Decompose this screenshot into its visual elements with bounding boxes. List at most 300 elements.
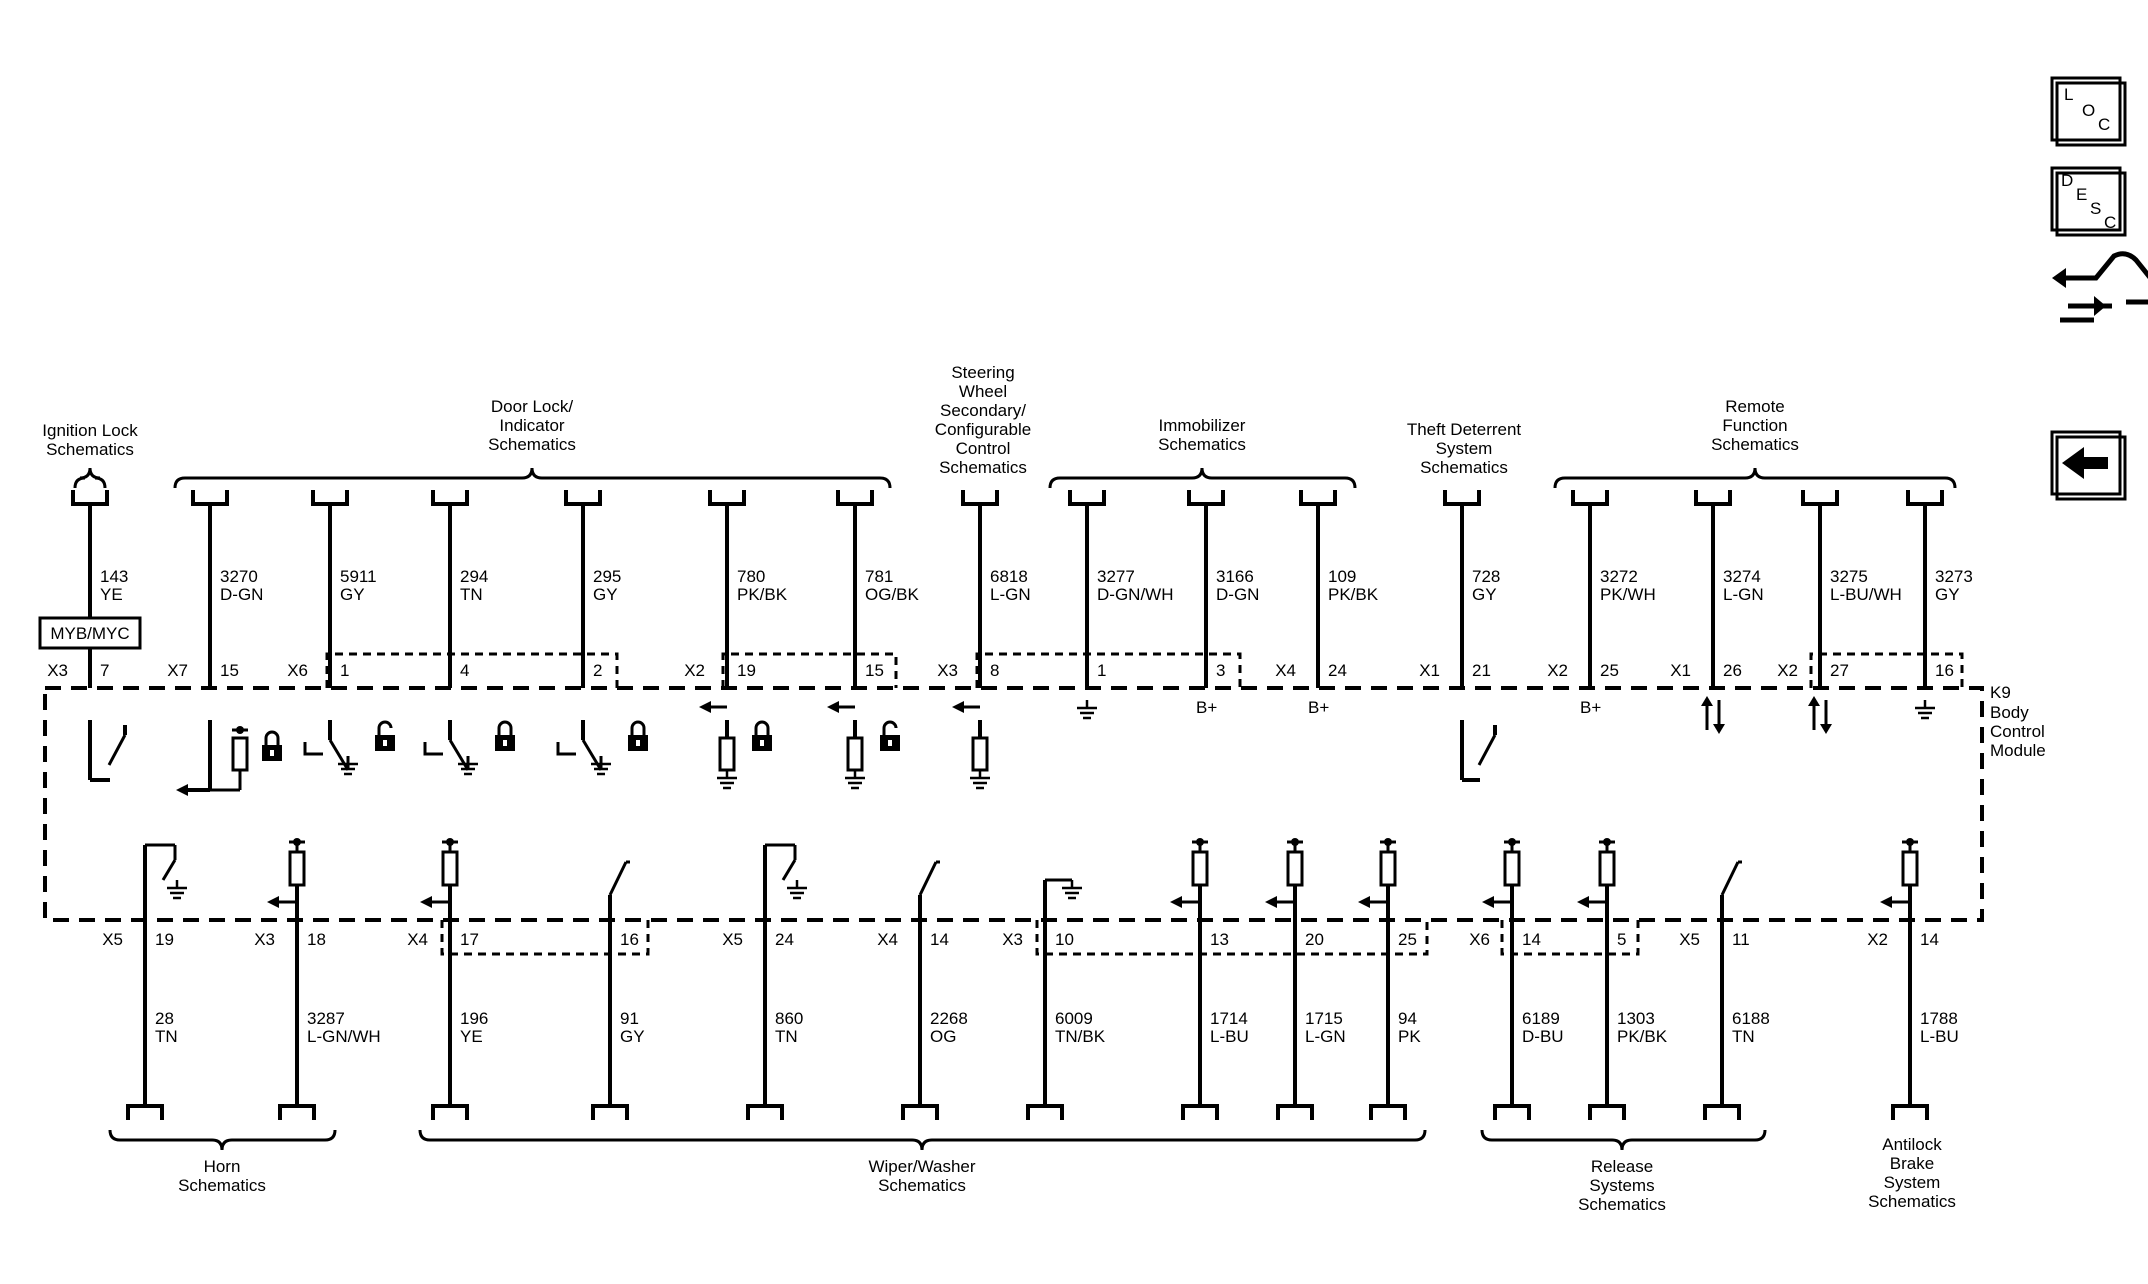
loc-icon[interactable] — [2052, 78, 2125, 145]
pin-number: 13 — [1210, 930, 1229, 949]
pin-number: 25 — [1398, 930, 1417, 949]
resistor-icon — [973, 738, 987, 770]
circuit-number: 3287 — [307, 1009, 345, 1028]
connector-id: X1 — [1670, 661, 1691, 680]
group-brace — [110, 1130, 335, 1150]
connector-tab — [903, 1106, 937, 1120]
group-brace — [1050, 468, 1355, 488]
lock-shackle — [379, 722, 391, 735]
wire-color: PK/WH — [1600, 585, 1656, 604]
navigation-icons[interactable] — [2052, 78, 2148, 499]
bottom-wire — [1590, 920, 1668, 1120]
connector-tab — [1803, 490, 1837, 504]
group-label-line: Schematics — [1420, 458, 1508, 477]
unlock-icon — [880, 722, 900, 751]
bottom-wire — [1371, 920, 1421, 1120]
pin-number: 19 — [737, 661, 756, 680]
group-brace — [1555, 468, 1955, 488]
pin-number: 8 — [990, 661, 1000, 680]
pin-number: 25 — [1600, 661, 1619, 680]
switch-icon — [109, 725, 125, 765]
connector-id: X4 — [877, 930, 898, 949]
pin-number: 18 — [307, 930, 326, 949]
wire-color: L-GN — [1305, 1027, 1346, 1046]
connector-id: X4 — [407, 930, 428, 949]
bottom-wire — [254, 920, 380, 1120]
lock-shackle — [756, 722, 768, 735]
connector-tab — [566, 490, 600, 504]
wire-color: YE — [100, 585, 123, 604]
loc-letter: O — [2082, 101, 2096, 120]
lock-shackle — [499, 722, 511, 735]
wire-color: TN/BK — [1055, 1027, 1106, 1046]
switch-return — [558, 742, 576, 754]
circuit-number: 781 — [865, 567, 894, 586]
module-label-line: Control — [1990, 722, 2045, 741]
module-label — [1990, 683, 2046, 760]
group-label-line: System — [1435, 439, 1493, 458]
wire-color: PK/BK — [1617, 1027, 1668, 1046]
top-wire — [1419, 490, 1500, 688]
wire-color: L-GN — [990, 585, 1031, 604]
desc-letter: S — [2090, 199, 2102, 218]
connector-id: X2 — [1777, 661, 1798, 680]
connector-id: X7 — [167, 661, 188, 680]
wire-color: L-GN/WH — [307, 1027, 381, 1046]
connector-id: X3 — [937, 661, 958, 680]
circuit-number: 1303 — [1617, 1009, 1655, 1028]
top-wire — [937, 490, 1030, 688]
input-arrow-icon — [176, 784, 188, 796]
connector-id: X6 — [1469, 930, 1490, 949]
circuit-number: 3277 — [1097, 567, 1135, 586]
connector-tab — [313, 490, 347, 504]
desc-letter: E — [2076, 185, 2088, 204]
input-arrow-icon — [267, 896, 279, 908]
connector-tab — [593, 1106, 627, 1120]
circuit-number: 1714 — [1210, 1009, 1248, 1028]
connector-tab — [1183, 1106, 1217, 1120]
input-arrow-icon — [1265, 896, 1277, 908]
bplus-label: B+ — [1580, 698, 1602, 717]
connector-id: X1 — [1419, 661, 1440, 680]
input-arrow-icon — [952, 701, 964, 713]
bottom-wire — [1867, 920, 1959, 1120]
wire-color: GY — [593, 585, 618, 604]
circuit-number: 1788 — [1920, 1009, 1958, 1028]
circuit-number: 91 — [620, 1009, 639, 1028]
bottom-internal — [145, 838, 1918, 920]
group-label-line: Schematics — [46, 440, 134, 459]
connector-tab — [193, 490, 227, 504]
circuit-number: 1715 — [1305, 1009, 1343, 1028]
input-arrow-icon — [827, 701, 839, 713]
top-wire — [1189, 490, 1259, 688]
group-label-line: Steering — [951, 363, 1015, 382]
group-brace — [420, 1130, 1425, 1150]
wire-color: TN — [155, 1027, 178, 1046]
top-wire — [433, 490, 488, 688]
connector-tab — [1278, 1106, 1312, 1120]
resistor-icon — [1600, 852, 1614, 885]
connector-tab — [1301, 490, 1335, 504]
pin-number: 19 — [155, 930, 174, 949]
connector-tab — [1705, 1106, 1739, 1120]
connector-id: X2 — [684, 661, 705, 680]
input-arrow-icon — [1358, 896, 1370, 908]
resistor-icon — [848, 738, 862, 770]
module-label-line: Body — [1990, 703, 2029, 722]
connector-group-outline — [327, 654, 617, 688]
pin-number: 21 — [1472, 661, 1491, 680]
ground-icon — [167, 880, 187, 898]
connector-tab — [433, 490, 467, 504]
wire-color: TN — [775, 1027, 798, 1046]
pin-number: 11 — [1732, 930, 1750, 949]
group-label-line: Door Lock/ — [490, 397, 574, 416]
connector-tab — [1573, 490, 1607, 504]
circuit-number: 295 — [593, 567, 622, 586]
bidirectional-arrow-icon — [1701, 696, 1725, 734]
bottom-group — [420, 1130, 1425, 1195]
group-label-line: Schematics — [939, 458, 1027, 477]
connector-tab — [748, 1106, 782, 1120]
connector-id: X5 — [102, 930, 123, 949]
connector-tab — [1590, 1106, 1624, 1120]
group-brace — [1482, 1130, 1765, 1150]
bottom-group — [110, 1130, 335, 1195]
circuit-number: 28 — [155, 1009, 174, 1028]
resistor-icon — [233, 738, 247, 770]
circuit-number: 6818 — [990, 567, 1028, 586]
wire-color: PK/BK — [1328, 585, 1379, 604]
hand-arrow — [2094, 296, 2106, 316]
connector-hand-icon[interactable] — [2052, 254, 2148, 320]
top-group — [175, 397, 890, 488]
circuit-number: 6009 — [1055, 1009, 1093, 1028]
bottom-group — [1482, 1130, 1765, 1214]
connector-tab — [1189, 490, 1223, 504]
pin-number: 14 — [1920, 930, 1939, 949]
connector-tab — [1445, 490, 1479, 504]
group-label-line: Schematics — [1578, 1195, 1666, 1214]
pin-number: 20 — [1305, 930, 1324, 949]
pin-number: 26 — [1723, 661, 1742, 680]
ground-icon — [970, 770, 990, 788]
group-label-line: Wheel — [958, 382, 1008, 401]
wire-color: L-BU — [1210, 1027, 1249, 1046]
pin-number: 10 — [1055, 930, 1074, 949]
wire-color: L-BU/WH — [1830, 585, 1902, 604]
circuit-number: 294 — [460, 567, 489, 586]
circuit-number: 109 — [1328, 567, 1357, 586]
ground-icon — [1062, 880, 1082, 898]
group-label-line: Theft Deterrent — [1406, 420, 1522, 439]
hand-outline — [2058, 254, 2148, 302]
wire-color: GY — [1472, 585, 1497, 604]
ground-icon — [845, 770, 865, 788]
pin-number: 1 — [340, 661, 350, 680]
lock-shackle — [632, 722, 644, 735]
top-internal — [90, 696, 1935, 796]
connector-tab — [1371, 1106, 1405, 1120]
wire-color: TN — [460, 585, 483, 604]
ground-icon — [717, 770, 737, 788]
input-arrow-icon — [1170, 896, 1182, 908]
group-label-line: Secondary/ — [940, 401, 1026, 420]
wire-color: PK/BK — [737, 585, 788, 604]
bottom-wire — [1278, 920, 1346, 1120]
bottom-wire — [1679, 920, 1770, 1120]
connector-id: X5 — [722, 930, 743, 949]
connector-group-outline — [1037, 920, 1427, 954]
top-group — [1555, 397, 1955, 488]
lock-icon — [262, 732, 282, 761]
connector-id: X3 — [47, 661, 68, 680]
input-arrow-icon — [1482, 896, 1494, 908]
pin-number: 16 — [1935, 661, 1954, 680]
input-arrow-icon — [699, 701, 711, 713]
circuit-number: 3166 — [1216, 567, 1254, 586]
circuit-number: 5911 — [340, 567, 377, 586]
circuit-number: 3275 — [1830, 567, 1868, 586]
group-label-line: Schematics — [878, 1176, 966, 1195]
wire-color: D-GN — [1216, 585, 1260, 604]
hand-arrow — [2052, 268, 2066, 288]
wire-color: GY — [340, 585, 365, 604]
module-boundary — [45, 688, 1982, 920]
wire-color: TN — [1732, 1027, 1755, 1046]
bottom-wire — [1002, 920, 1106, 1120]
top-wire — [566, 490, 621, 688]
bottom-wire — [407, 920, 488, 1120]
bottom-wire — [1183, 920, 1249, 1120]
bottom-wiring-layer — [102, 838, 1959, 1214]
top-wire — [1547, 490, 1656, 688]
resistor-icon — [720, 738, 734, 770]
connector-id: X5 — [1679, 930, 1700, 949]
wire-color: PK — [1398, 1027, 1421, 1046]
wire-color: L-BU — [1920, 1027, 1959, 1046]
circuit-number: 728 — [1472, 567, 1501, 586]
circuit-number: 143 — [100, 567, 129, 586]
ground-icon — [1077, 700, 1097, 718]
circuit-number: 3274 — [1723, 567, 1761, 586]
connector-tab — [1495, 1106, 1529, 1120]
resistor-icon — [1903, 852, 1917, 885]
group-brace — [175, 468, 890, 488]
pin-number: 15 — [220, 661, 239, 680]
circuit-number: 3273 — [1935, 567, 1973, 586]
connector-tab — [1028, 1106, 1062, 1120]
loc-letter: C — [2098, 115, 2111, 134]
wire-color: D-BU — [1522, 1027, 1564, 1046]
circuit-number: 94 — [1398, 1009, 1417, 1028]
lock-shackle — [884, 722, 896, 735]
resistor-icon — [1505, 852, 1519, 885]
lock-icon — [495, 722, 515, 751]
switch-return — [305, 742, 323, 754]
bottom-wire — [593, 920, 645, 1120]
desc-letter: C — [2104, 213, 2117, 232]
top-wire — [167, 490, 263, 688]
top-wire — [684, 490, 788, 688]
group-label-line: Schematics — [1868, 1192, 1956, 1211]
group-label-line: Brake — [1889, 1154, 1935, 1173]
bottom-wire — [1469, 920, 1563, 1120]
pin-number: 17 — [460, 930, 479, 949]
connector-tab — [433, 1106, 467, 1120]
bplus-label: B+ — [1196, 698, 1218, 717]
top-wire — [838, 490, 920, 688]
pin-number: 3 — [1216, 661, 1226, 680]
circuit-number: 2268 — [930, 1009, 968, 1028]
top-wire — [1777, 490, 1902, 688]
group-label-line: Antilock — [1882, 1135, 1942, 1154]
connector-tab — [280, 1106, 314, 1120]
wire-color: OG/BK — [865, 585, 919, 604]
top-wiring-layer — [40, 363, 1973, 796]
pin-number: 1 — [1097, 661, 1107, 680]
bottom-wire — [722, 920, 803, 1120]
resistor-icon — [1381, 852, 1395, 885]
circuit-number: 3270 — [220, 567, 258, 586]
pin-number: 27 — [1830, 661, 1849, 680]
group-label-line: Immobilizer — [1158, 416, 1246, 435]
circuit-number: 860 — [775, 1009, 804, 1028]
connector-tab — [128, 1106, 162, 1120]
pin-number: 5 — [1617, 930, 1627, 949]
connector-id: X4 — [1275, 661, 1296, 680]
lock-shackle — [266, 732, 278, 745]
connector-id: X3 — [1002, 930, 1023, 949]
pin-number: 24 — [775, 930, 794, 949]
resistor-icon — [1288, 852, 1302, 885]
connector-tab — [710, 490, 744, 504]
unlock-icon — [375, 722, 395, 751]
connector-id: X6 — [287, 661, 308, 680]
option-box-label: MYB/MYC — [50, 624, 130, 643]
back-arrow-icon[interactable] — [2052, 432, 2125, 499]
bidirectional-arrow-icon — [1808, 696, 1832, 734]
top-wire — [47, 490, 128, 688]
group-label-line: Schematics — [1158, 435, 1246, 454]
top-group — [1407, 420, 1522, 477]
group-brace — [75, 468, 105, 488]
wire-color: GY — [620, 1027, 645, 1046]
loc-letter: L — [2064, 85, 2074, 104]
connector-tab — [1070, 490, 1104, 504]
resistor-icon — [290, 852, 304, 885]
input-arrow-icon — [1577, 896, 1589, 908]
option-box — [40, 618, 140, 648]
circuit-number: 780 — [737, 567, 766, 586]
wire-color: D-GN/WH — [1097, 585, 1174, 604]
connector-tab — [1908, 490, 1942, 504]
group-label-line: Control — [955, 439, 1011, 458]
switch-icon — [1479, 725, 1495, 765]
bottom-wire — [877, 920, 968, 1120]
group-label-line: Release — [1590, 1157, 1654, 1176]
connector-tab — [1696, 490, 1730, 504]
input-arrow-icon — [420, 896, 432, 908]
wire-color: L-GN — [1723, 585, 1764, 604]
module-name: K9 — [1990, 683, 2011, 702]
ground-icon — [1915, 700, 1935, 718]
pullup-node-icon — [232, 726, 248, 734]
resistor-icon — [443, 852, 457, 885]
module-label-line: Module — [1990, 741, 2046, 760]
pin-number: 14 — [1522, 930, 1541, 949]
group-label-line: Schematics — [178, 1176, 266, 1195]
group-label-line: System — [1883, 1173, 1941, 1192]
circuit-number: 6188 — [1732, 1009, 1770, 1028]
pin-number: 14 — [930, 930, 949, 949]
wire-color: D-GN — [220, 585, 264, 604]
bplus-label: B+ — [1308, 698, 1330, 717]
bottom-wire — [102, 920, 177, 1120]
top-wire — [1275, 490, 1379, 688]
top-group — [42, 421, 138, 488]
bottom-group — [1868, 1135, 1956, 1211]
connector-id: X3 — [254, 930, 275, 949]
circuit-number: 6189 — [1522, 1009, 1560, 1028]
pin-number: 7 — [100, 661, 110, 680]
top-group — [1050, 416, 1355, 488]
pin-number: 16 — [620, 930, 639, 949]
group-label-line: Function — [1722, 416, 1788, 435]
group-label-line: Schematics — [1711, 435, 1799, 454]
top-wire — [1070, 490, 1173, 688]
pin-number: 24 — [1328, 661, 1347, 680]
circuit-number: 196 — [460, 1009, 489, 1028]
wire-color: OG — [930, 1027, 957, 1046]
connector-tab — [838, 490, 872, 504]
top-wire — [287, 490, 376, 688]
group-label-line: Wiper/Washer — [868, 1157, 976, 1176]
hand-fingers — [2060, 306, 2112, 320]
connector-id: X2 — [1867, 930, 1888, 949]
group-label-line: Systems — [1589, 1176, 1655, 1195]
pin-number: 15 — [865, 661, 884, 680]
resistor-icon — [1193, 852, 1207, 885]
group-label-line: Schematics — [488, 435, 576, 454]
desc-icon[interactable] — [2052, 168, 2125, 235]
group-label-line: Indicator — [499, 416, 565, 435]
group-label-line: Ignition Lock — [42, 421, 138, 440]
ground-icon — [787, 880, 807, 898]
top-wire — [1670, 490, 1763, 688]
group-label-line: Configurable — [934, 420, 1032, 439]
group-label-line: Horn — [203, 1157, 241, 1176]
pin-number: 4 — [460, 661, 470, 680]
pin-number: 2 — [593, 661, 603, 680]
connector-group-outline — [977, 654, 1240, 688]
lock-icon — [752, 722, 772, 751]
connector-tab — [73, 490, 107, 504]
group-label-line: Remote — [1725, 397, 1785, 416]
wire-color: YE — [460, 1027, 483, 1046]
top-group — [935, 363, 1031, 477]
connector-tab — [1893, 1106, 1927, 1120]
lock-icon — [628, 722, 648, 751]
desc-letter: D — [2061, 171, 2074, 190]
switch-return — [425, 742, 443, 754]
input-arrow-icon — [1880, 896, 1892, 908]
circuit-number: 3272 — [1600, 567, 1638, 586]
connector-tab — [963, 490, 997, 504]
connector-id: X2 — [1547, 661, 1568, 680]
